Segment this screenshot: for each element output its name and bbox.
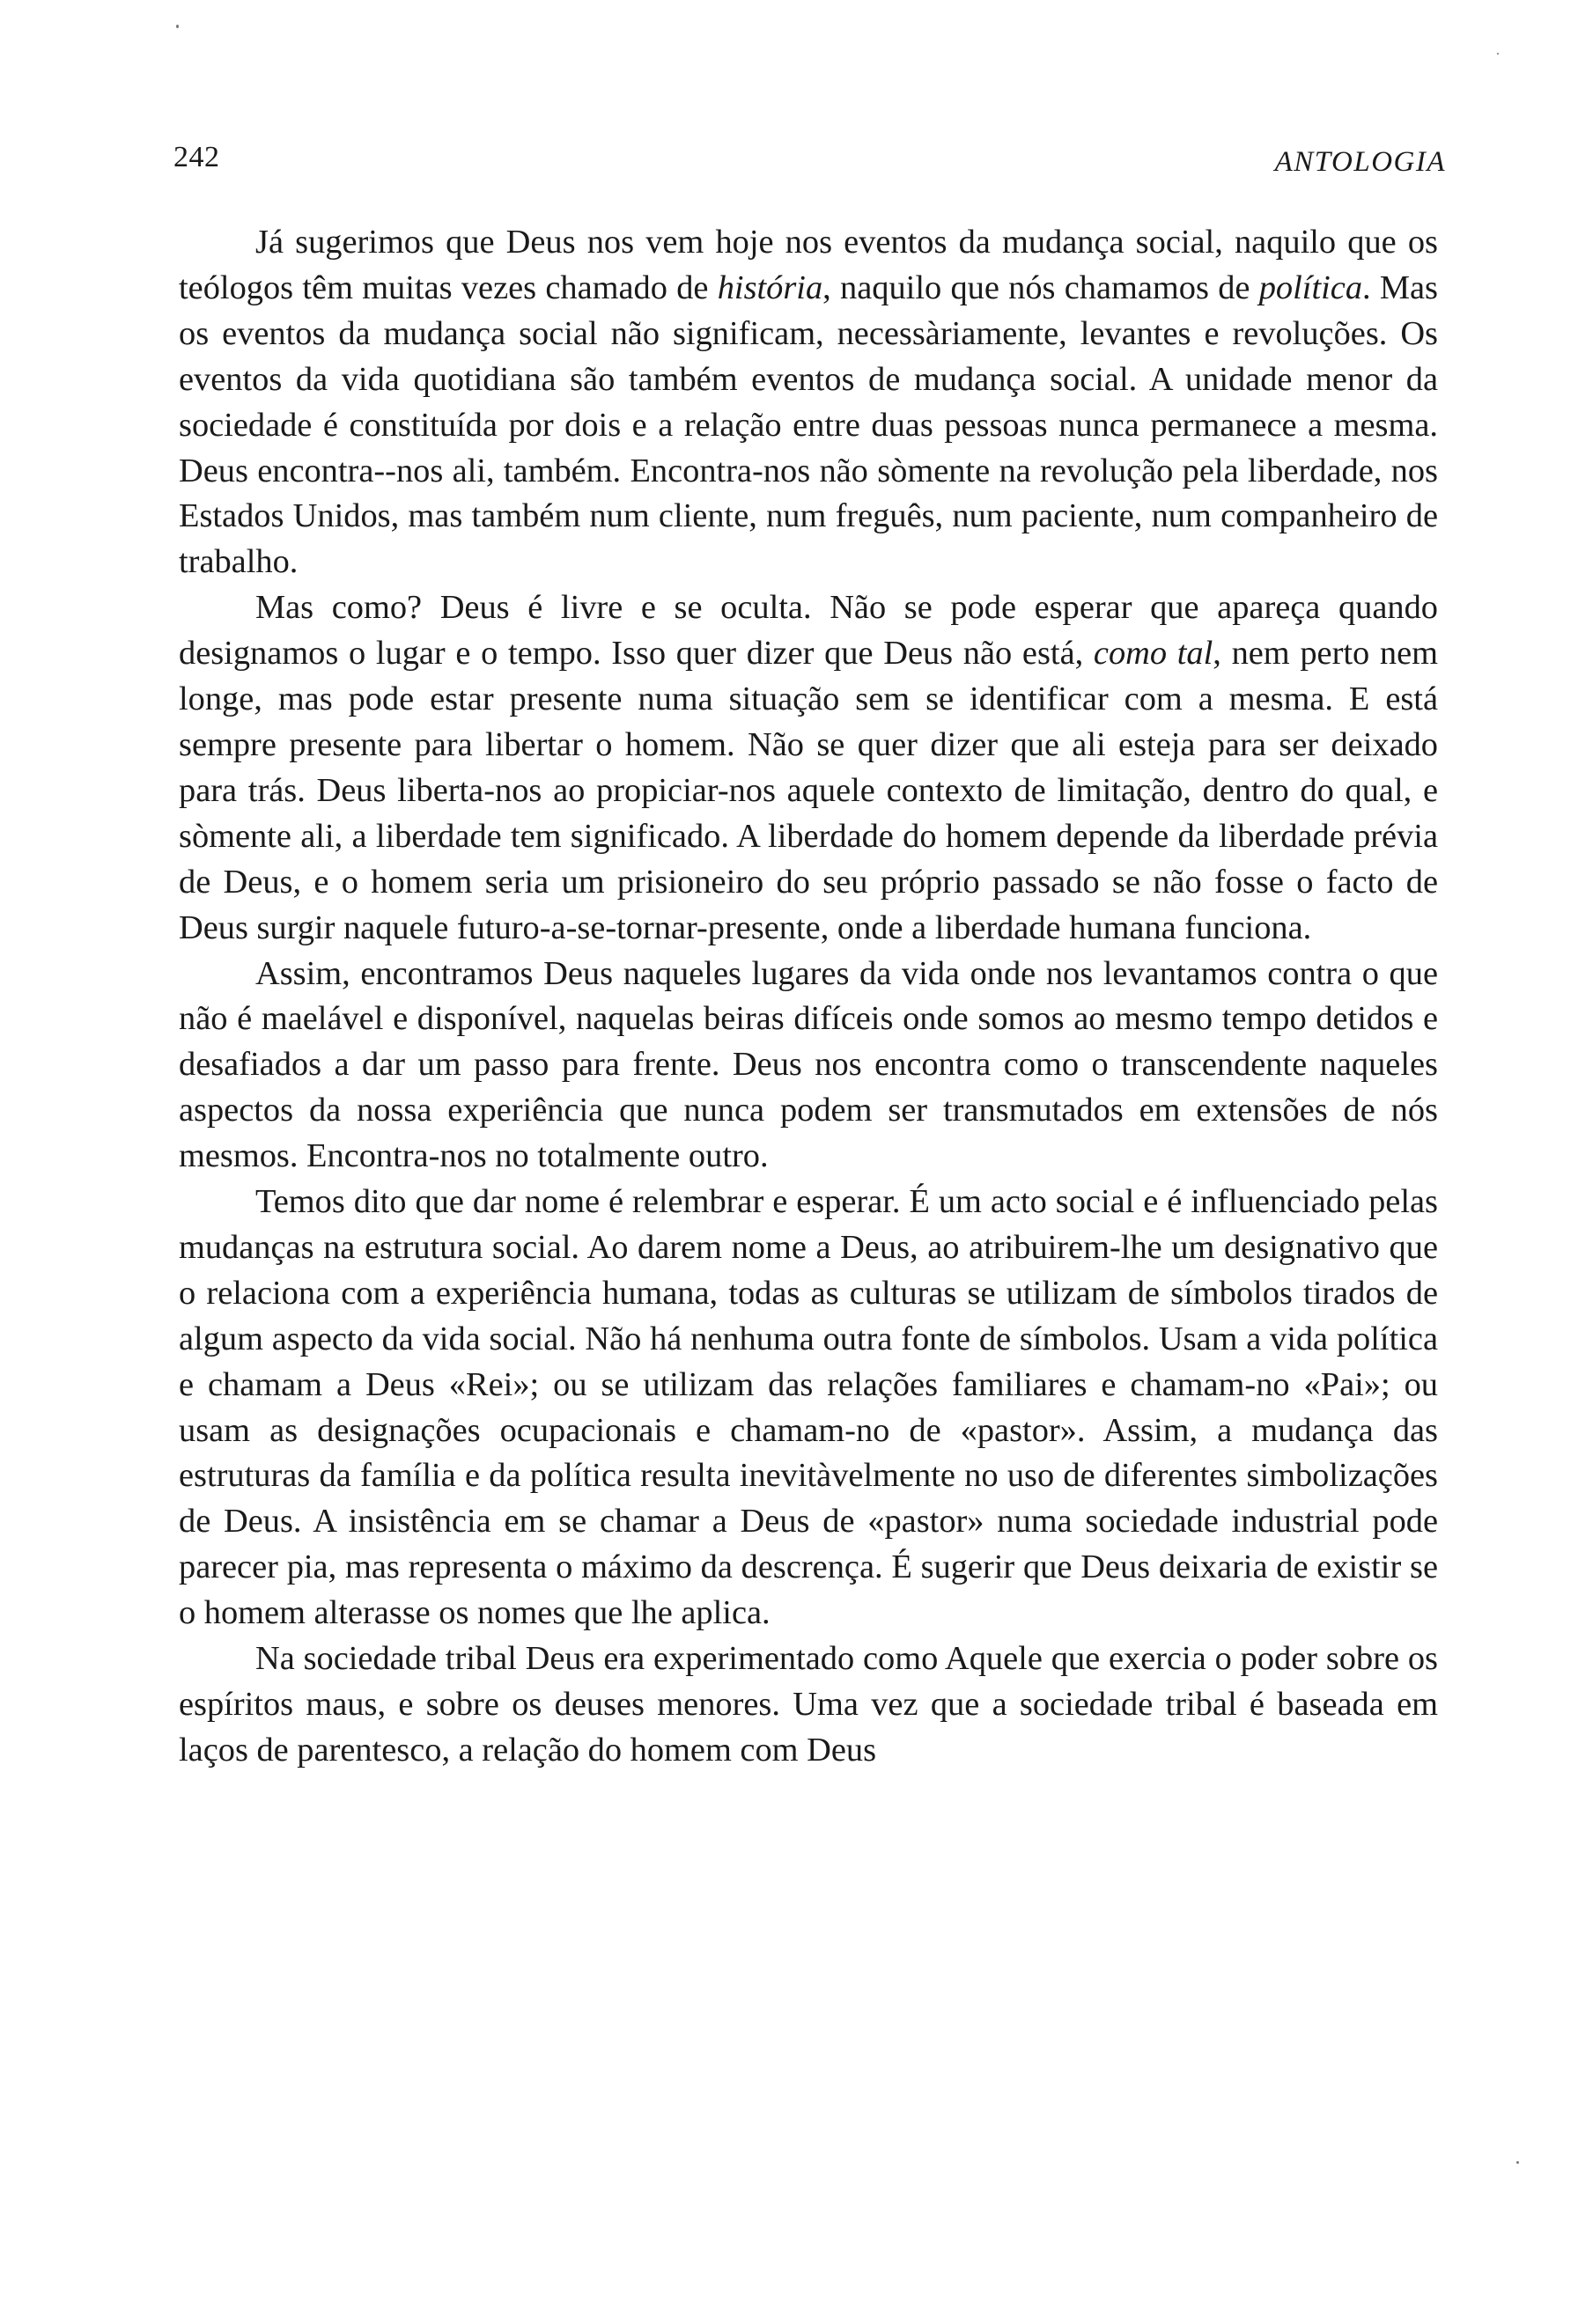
italic-term: história [717, 268, 823, 306]
scan-speck [176, 25, 179, 28]
paragraph-4 [179, 1180, 1438, 1636]
scan-speck [1516, 2161, 1519, 2164]
body-text [179, 220, 1438, 1774]
text-run: Na sociedade tribal Deus era experimentado como Aquele que exercia o poder sobre os espíritos maus, e sobre os deuses menores. Uma vez que a sociedade tribal é baseada em laços de parentesco, a relação do homem com Deus [179, 1640, 1438, 1769]
paragraph-2 [179, 585, 1438, 951]
text-run: Temos dito que dar nome é relembrar e esperar. É um acto social e é influenciado pelas mudanças na estrutura social. Ao darem nome a Deus, ao atribuirem-lhe um designativo que o relaciona com a experiência humana, todas as culturas se utilizam de símbolos tirados de algum aspecto da vida social. Não há nenhuma outra fonte de símbolos. Usam a vida política e chamam a Deus «Rei»; ou se utilizam das relações familiares e chamam-no «Pai»; ou usam as designações ocupacionais e chamam-no de «pastor». Assim, a mudança das estruturas da família e da política resulta inevitàvelmente no uso de diferentes simbolizações de Deus. A insistência em se chamar a Deus de «pastor» numa sociedade industrial pode parecer pia, mas representa o máximo da descrença. É sugerir que Deus deixaria de existir se o homem alterasse os nomes que lhe aplica. [179, 1183, 1438, 1632]
italic-term: política [1258, 268, 1363, 306]
scan-speck [1497, 53, 1499, 55]
paragraph-3 [179, 952, 1438, 1180]
running-title: ANTOLOGIA [1274, 146, 1446, 178]
page-header [173, 141, 1446, 187]
paragraph-5 [179, 1636, 1438, 1774]
text-run: Mas como? Deus é livre e se oculta. Não se pode esperar que apareça quando designamos o lugar e o tempo. Isso quer dizer que Deus não está, [179, 589, 1438, 673]
text-run: . Mas os eventos da mudança social não significam, necessàriamente, levantes e revoluções. Os eventos da vida quotidiana são também eventos de mudança social. A unidade menor da sociedade é constituída por dois e a relação entre duas pessoas nunca permanece a mesma. Deus encontra-⁠-nos ali, também. Encontra-nos não sòmente na revolução pela liberdade, nos Estados Unidos, mas também num cliente, num freguês, num paciente, num companheiro de trabalho. [179, 268, 1438, 581]
text-run: , naquilo que nós chamamos de [822, 268, 1259, 306]
paragraph-1 [179, 220, 1438, 585]
text-run: , nem perto nem longe, mas pode estar presente numa situação sem se identificar com a mesma. E está sempre presente para libertar o homem. Não se quer dizer que ali esteja para ser deixado para trás. Deus liberta-nos ao propiciar-nos aquele contexto de limitação, dentro do qual, e sòmente ali, a liberdade tem significado. A liberdade do homem depende da liberdade prévia de Deus, e o homem seria um prisioneiro do seu próprio passado se não fosse o facto de Deus surgir naquele futuro-a-se-tornar-presente, onde a liberdade humana funciona. [179, 635, 1439, 946]
italic-term: como tal [1093, 635, 1213, 673]
text-run: Já sugerimos que Deus nos vem hoje nos eventos da mudança social, naquilo que os teólogos têm muitas vezes chamado de [179, 224, 1438, 306]
page-number: 242 [173, 141, 220, 173]
text-run: Assim, encontramos Deus naqueles lugares da vida onde nos levantamos contra o que não é maelável e disponível, naquelas beiras difíceis onde somos ao mesmo tempo detidos e desafiados a dar um passo para frente. Deus nos encontra como o transcendente naqueles aspectos da nossa experiência que nunca podem ser transmutados em extensões de nós mesmos. Encontra-nos no totalmente outro. [179, 954, 1438, 1175]
